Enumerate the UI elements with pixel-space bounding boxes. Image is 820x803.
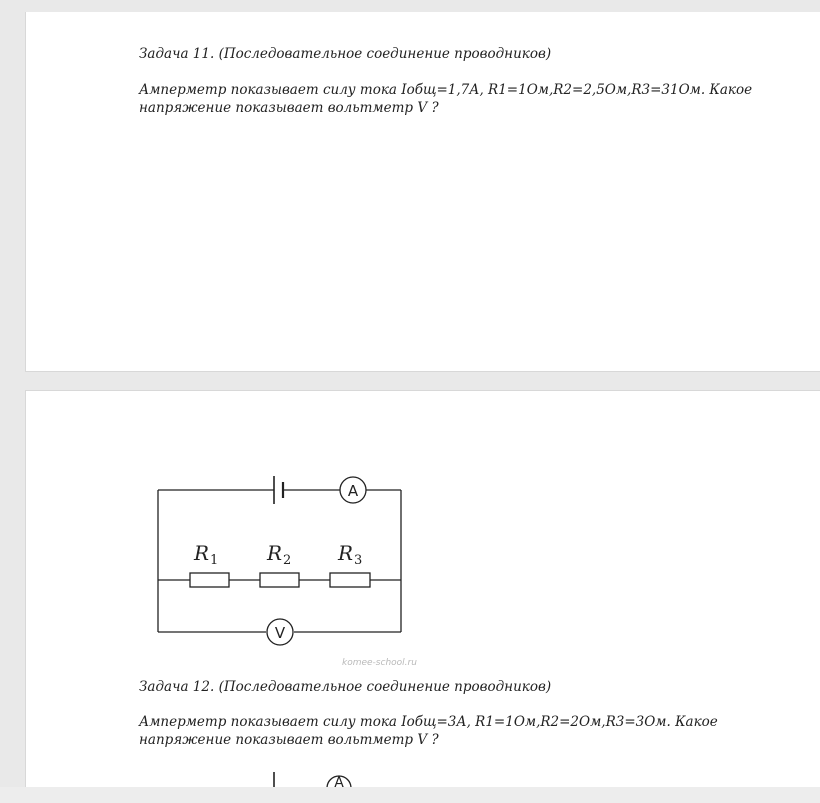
partial-ammeter-label: A	[334, 775, 344, 787]
r2-subscript: 2	[283, 553, 292, 568]
viewer-bottom-bar	[0, 787, 820, 803]
circuit-diagram-partial	[255, 768, 365, 787]
resistor-r3	[330, 573, 370, 587]
problem-12-text-line-2: напряжение показывает вольтметр V ?	[139, 732, 439, 748]
watermark: komeе-school.ru	[342, 658, 417, 668]
r1-subscript: 1	[210, 553, 219, 568]
problem-12-text-line-1: Амперметр показывает силу тока Iобщ=3А, R1=1Ом,R2=2Ом,R3=3Ом. Какое	[139, 714, 718, 730]
document-page-1	[25, 12, 820, 372]
problem-11-text-line-2: напряжение показывает вольтметр V ?	[139, 100, 439, 116]
problem-11-title: Задача 11. (Последовательное соединение проводников)	[139, 46, 552, 62]
circuit-diagram	[150, 468, 410, 648]
ammeter-label: A	[347, 482, 359, 500]
r2-label: R	[267, 541, 283, 565]
problem-12-title: Задача 12. (Последовательное соединение проводников)	[139, 679, 552, 695]
problem-11-text-line-1: Амперметр показывает силу тока Iобщ=1,7А, R1=1Ом,R2=2,5Ом,R3=31Ом. Какое	[139, 82, 753, 98]
r3-label: R	[338, 541, 354, 565]
resistor-r2	[260, 573, 299, 587]
resistor-r1	[190, 573, 229, 587]
r3-subscript: 3	[354, 553, 363, 568]
voltmeter-label: V	[274, 624, 286, 642]
r1-label: R	[194, 541, 210, 565]
